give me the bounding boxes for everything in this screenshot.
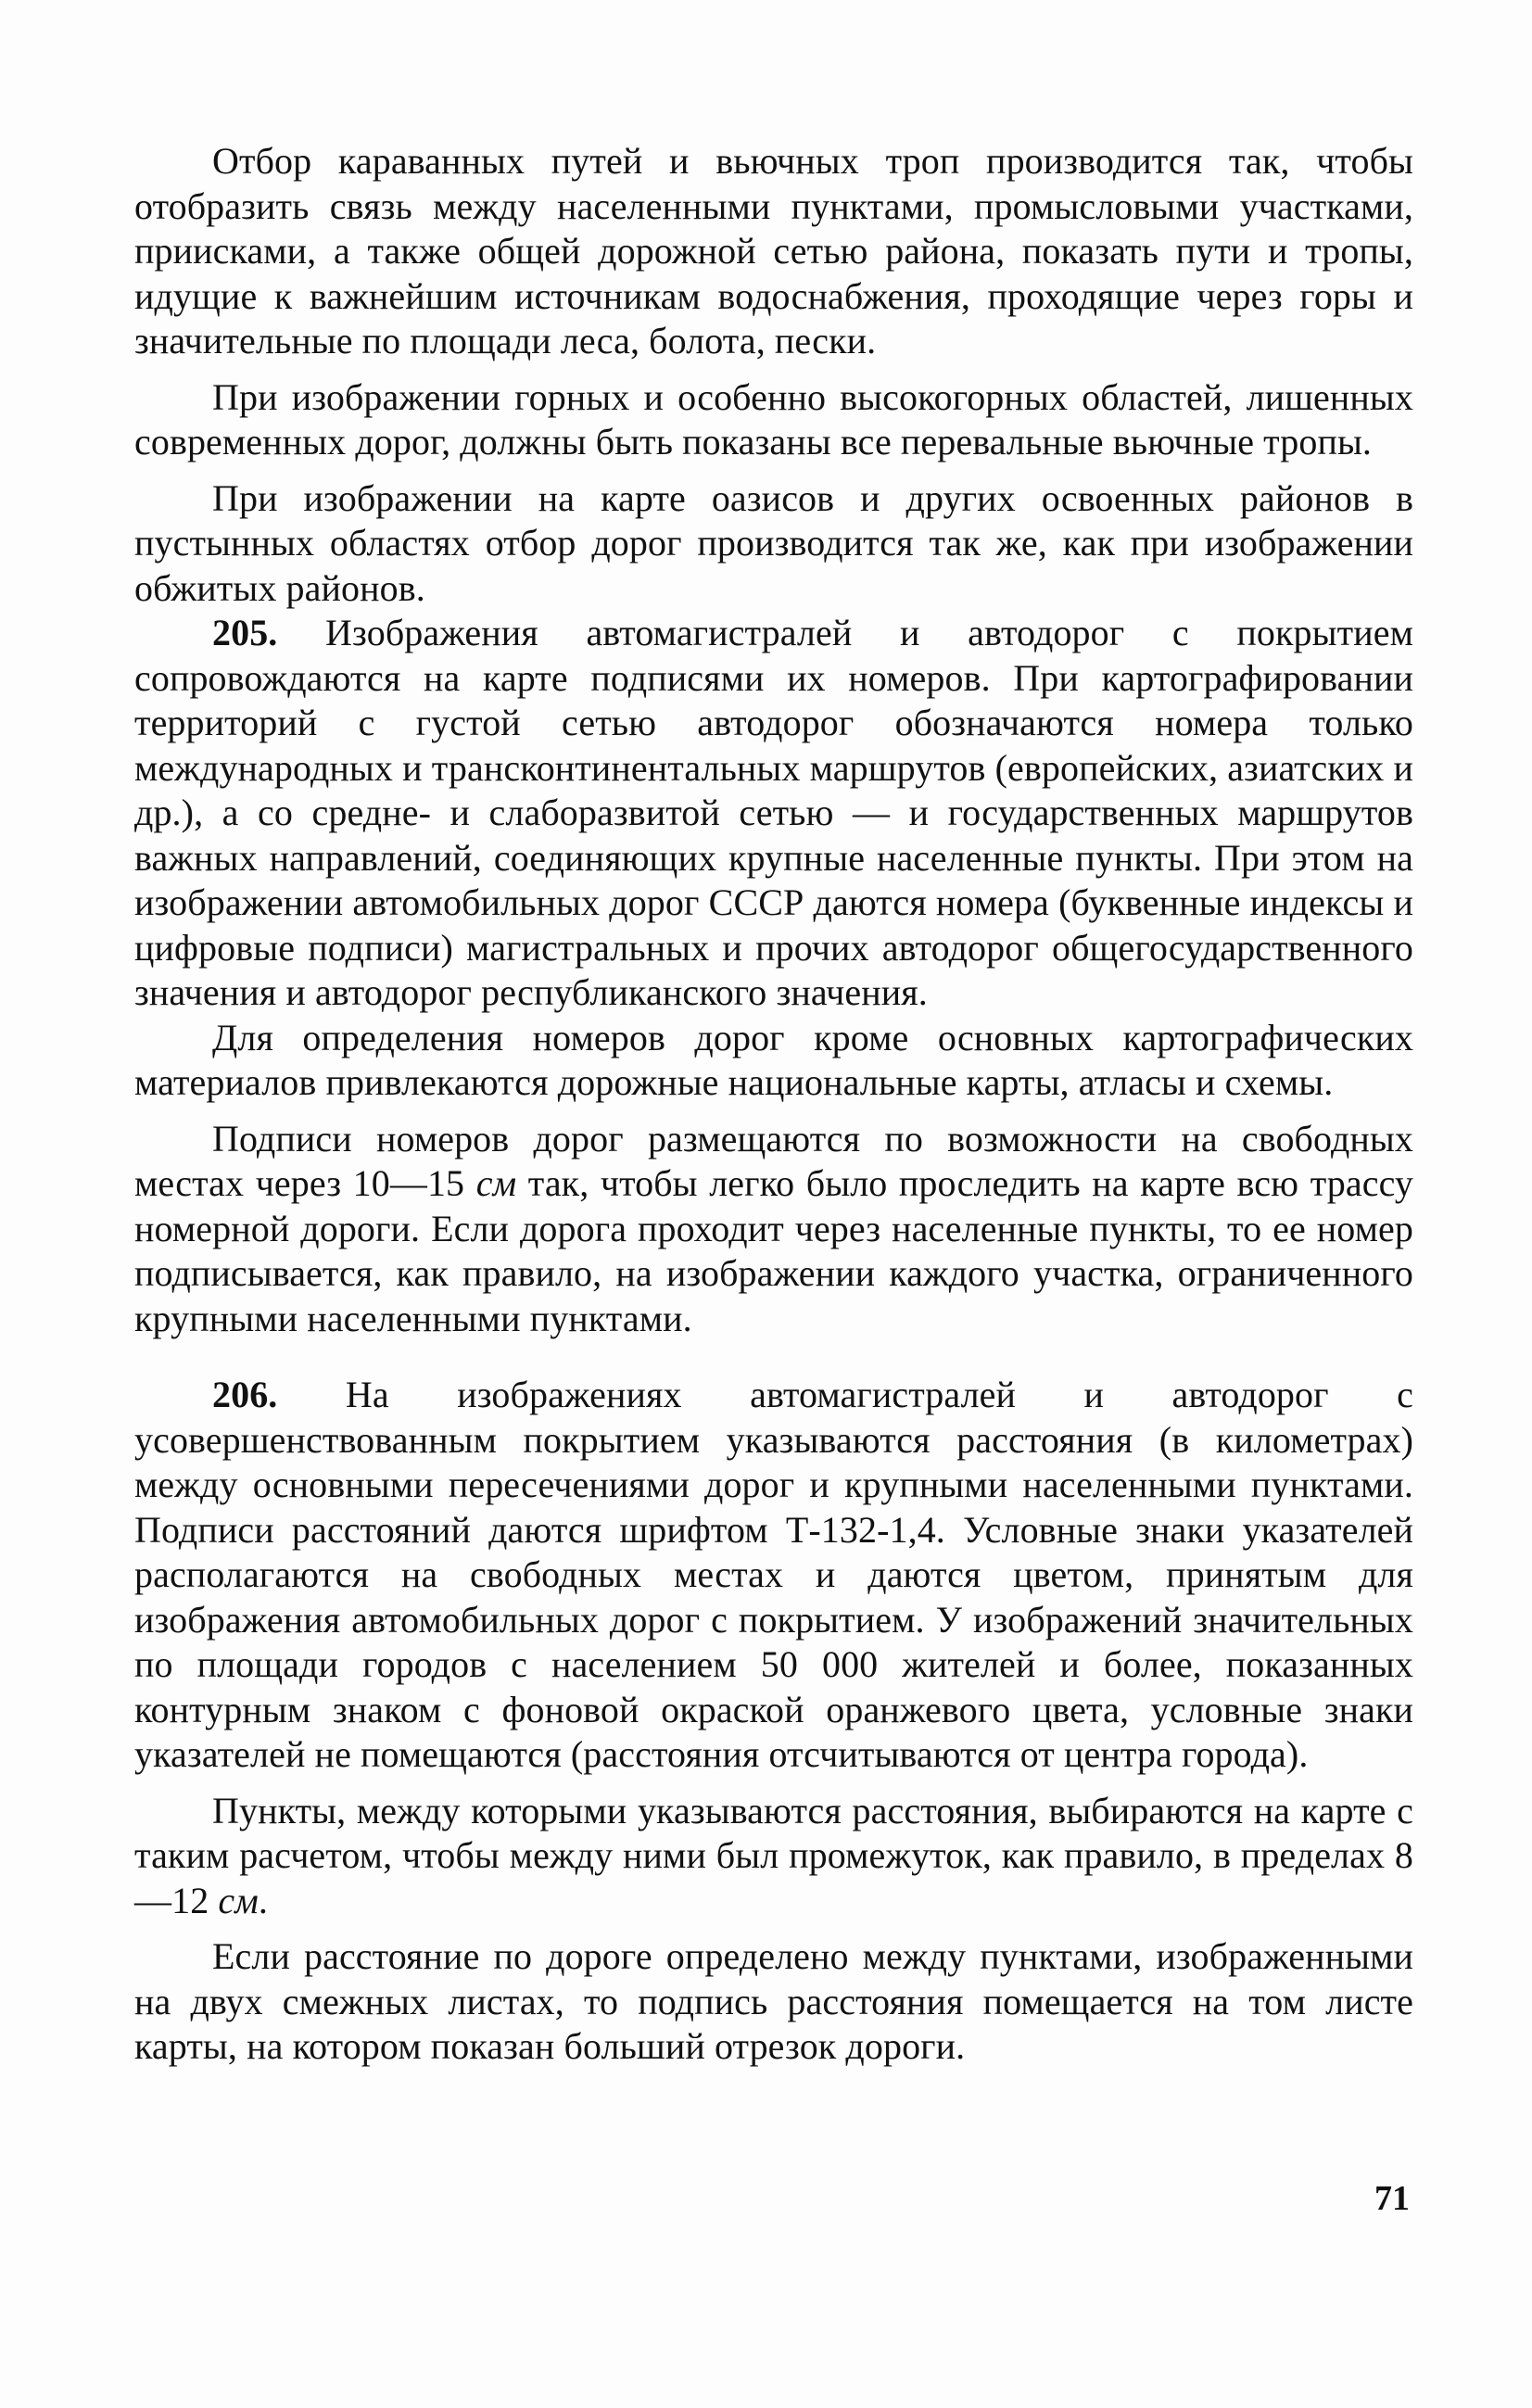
paragraph-road-number-sources <box>134 1016 1413 1106</box>
unit-cm: см <box>475 1162 517 1204</box>
paragraph-mountain-areas <box>134 375 1413 465</box>
paragraph-caravan-routes <box>134 139 1413 364</box>
paragraph-text: Отбор караванных путей и вьючных троп производится так, чтобы отобразить связь между населенными пунктами, промысловыми участками, приисками, а также общей дорожной сетью района, показать пути и тропы, идущие к важнейшим источникам водоснабжения, проходящие через горы и значительные по площади леса, болота, пески. <box>134 140 1413 361</box>
paragraph-oases <box>134 476 1413 612</box>
paragraph-text: Изображения автомагистралей и автодорог с покрытием сопровождаются на карте подписями их номеров. При картографировании территорий с густой сетью автодорог обозначаются номера только международных и трансконтинентальных маршрутов (европейских, азиатских и др.), а со средне- и слаборазвитой сетью — и государственных маршрутов важных направлений, соединяющих крупные населенные пункты. При этом на изображении автомобильных дорог СССР даются номера (буквенные индексы и цифровые подписи) магистральных и прочих автодорог общегосударственного значения и автодорог республиканского значения. <box>134 612 1413 1013</box>
paragraph-adjacent-sheets <box>134 1934 1413 2070</box>
paragraph-text: При изображении на карте оазисов и других освоенных районов в пустынных областях отбор дорог производится так же, как при изображении обжитых районов. <box>134 476 1413 609</box>
paragraph-text: На изображениях автомагистралей и автодорог с усовершенствованным покрытием указываются расстояния (в километрах) между основными пересечениями дорог и крупными населенными пунктами. Подписи расстояний даются шрифтом Т-132-1,4. Условные знаки указателей располагаются на свободных местах и даются цветом, принятым для изображения автомобильных дорог с покрытием. У изображений значительных по площади городов с населением 50 000 жителей и более, показанных контурным знаком с фоновой окраской оранжевого цвета, условные знаки указателей не помещаются (расстояния отсчитываются от центра города). <box>134 1374 1413 1775</box>
paragraph-205 <box>134 611 1413 1016</box>
paragraph-206 <box>134 1373 1413 1778</box>
body-text <box>134 139 1413 2070</box>
section-number: 205. <box>212 612 278 653</box>
paragraph-text: Для определения номеров дорог кроме основных картографических материалов привлекаются дорожные национальные карты, атласы и схемы. <box>134 1016 1413 1103</box>
paragraph-distance-points <box>134 1789 1413 1924</box>
paragraph-text: Пункты, между которыми указываются расстояния, выбираются на карте с таким расчетом, чтобы между ними был промежуток, как правило, в пределах 8—12 <box>134 1789 1413 1921</box>
paragraph-text: При изображении горных и особенно высокогорных областей, лишенных современных дорог, должны быть показаны все перевальные вьючные тропы. <box>134 375 1413 463</box>
paragraph-text: Если расстояние по дороге определено между пунктами, изображенными на двух смежных листах, то подпись расстояния помещается на том листе карты, на котором показан больший отрезок дороги. <box>134 1935 1413 2067</box>
paragraph-text: так, чтобы легко было проследить на карте всю трассу номерной дороги. Если дорога проходит через населенные пункты, то ее номер подписывается, как правило, на изображении каждого участка, ограниченного крупными населенными пунктами. <box>134 1162 1413 1339</box>
paragraph-road-number-placement <box>134 1117 1413 1342</box>
page-number: 71 <box>1374 2179 1410 2218</box>
paragraph-text: . <box>258 1879 268 1921</box>
unit-cm: см <box>218 1879 259 1921</box>
paragraph-text: Подписи номеров дорог размещаются по возможности на свободных местах через 10—15 <box>134 1117 1413 1204</box>
section-number: 206. <box>212 1374 278 1415</box>
